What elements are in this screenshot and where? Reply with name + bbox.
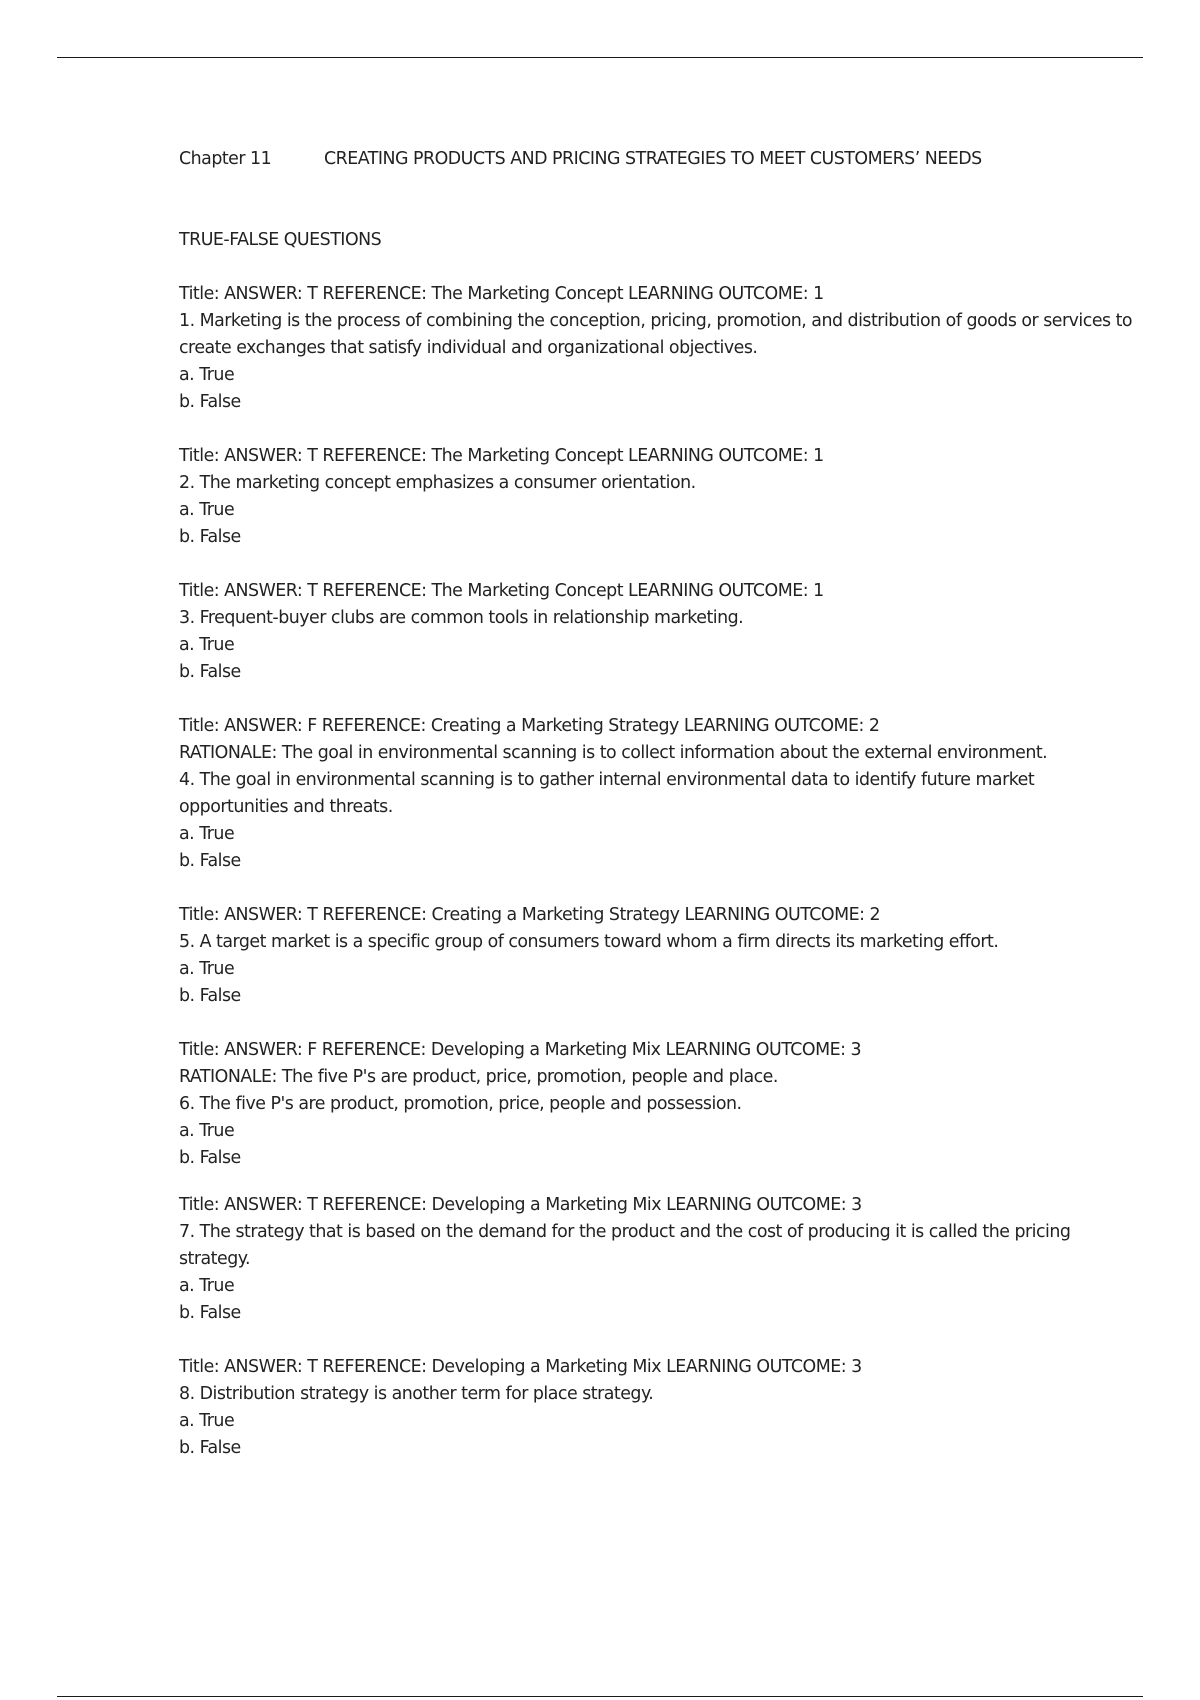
- chapter-number: Chapter 11: [179, 149, 272, 169]
- question-item: [179, 902, 1139, 1010]
- option-true: a. True: [179, 1121, 235, 1141]
- option-true: a. True: [179, 959, 235, 979]
- question-text: 4. The goal in environmental scanning is to gather internal environmental data to identify future market opportunities and threats.: [179, 770, 1035, 817]
- bottom-rule: [57, 1696, 1143, 1697]
- question-item: [179, 578, 1139, 686]
- option-true: a. True: [179, 500, 235, 520]
- top-rule: [57, 57, 1143, 58]
- question-text: 7. The strategy that is based on the demand for the product and the cost of producing it is called the pricing strategy.: [179, 1222, 1071, 1269]
- question-item: [179, 443, 1139, 551]
- question-item: [179, 713, 1139, 875]
- option-false: b. False: [179, 851, 241, 871]
- option-false: b. False: [179, 986, 241, 1006]
- option-false: b. False: [179, 527, 241, 547]
- chapter-title: CREATING PRODUCTS AND PRICING STRATEGIES TO MEET CUSTOMERS’ NEEDS: [324, 149, 982, 169]
- option-false: b. False: [179, 392, 241, 412]
- question-rationale: RATIONALE: The five P's are product, price, promotion, people and place.: [179, 1067, 778, 1087]
- question-item: [179, 1354, 1139, 1462]
- question-list: [179, 281, 1139, 1462]
- question-reference-line: Title: ANSWER: F REFERENCE: Developing a Marketing Mix LEARNING OUTCOME: 3: [179, 1040, 862, 1060]
- option-false: b. False: [179, 1438, 241, 1458]
- document-body: [179, 146, 1139, 1462]
- chapter-heading: [179, 146, 1139, 173]
- question-text: 8. Distribution strategy is another term for place strategy.: [179, 1384, 654, 1404]
- option-true: a. True: [179, 1276, 235, 1296]
- question-reference-line: Title: ANSWER: T REFERENCE: The Marketing Concept LEARNING OUTCOME: 1: [179, 446, 824, 466]
- question-reference-line: Title: ANSWER: T REFERENCE: Developing a Marketing Mix LEARNING OUTCOME: 3: [179, 1195, 862, 1215]
- option-false: b. False: [179, 1148, 241, 1168]
- question-text: 1. Marketing is the process of combining the conception, pricing, promotion, and distribution of goods or services to create exchanges that satisfy individual and organizational objectives.: [179, 311, 1133, 358]
- question-item: [179, 1192, 1139, 1327]
- question-text: 3. Frequent-buyer clubs are common tools in relationship marketing.: [179, 608, 744, 628]
- question-reference-line: Title: ANSWER: T REFERENCE: The Marketing Concept LEARNING OUTCOME: 1: [179, 284, 824, 304]
- question-item: [179, 1037, 1139, 1172]
- question-item: [179, 281, 1139, 416]
- section-title: TRUE-FALSE QUESTIONS: [179, 230, 382, 250]
- question-reference-line: Title: ANSWER: T REFERENCE: Developing a Marketing Mix LEARNING OUTCOME: 3: [179, 1357, 862, 1377]
- option-false: b. False: [179, 662, 241, 682]
- option-false: b. False: [179, 1303, 241, 1323]
- question-reference-line: Title: ANSWER: T REFERENCE: The Marketing Concept LEARNING OUTCOME: 1: [179, 581, 824, 601]
- option-true: a. True: [179, 635, 235, 655]
- question-text: 6. The five P's are product, promotion, price, people and possession.: [179, 1094, 742, 1114]
- question-rationale: RATIONALE: The goal in environmental scanning is to collect information about the external environment.: [179, 743, 1048, 763]
- option-true: a. True: [179, 824, 235, 844]
- option-true: a. True: [179, 1411, 235, 1431]
- question-reference-line: Title: ANSWER: F REFERENCE: Creating a Marketing Strategy LEARNING OUTCOME: 2: [179, 716, 880, 736]
- question-text: 5. A target market is a specific group of consumers toward whom a firm directs its marketing effort.: [179, 932, 999, 952]
- question-reference-line: Title: ANSWER: T REFERENCE: Creating a Marketing Strategy LEARNING OUTCOME: 2: [179, 905, 881, 925]
- question-text: 2. The marketing concept emphasizes a consumer orientation.: [179, 473, 696, 493]
- option-true: a. True: [179, 365, 235, 385]
